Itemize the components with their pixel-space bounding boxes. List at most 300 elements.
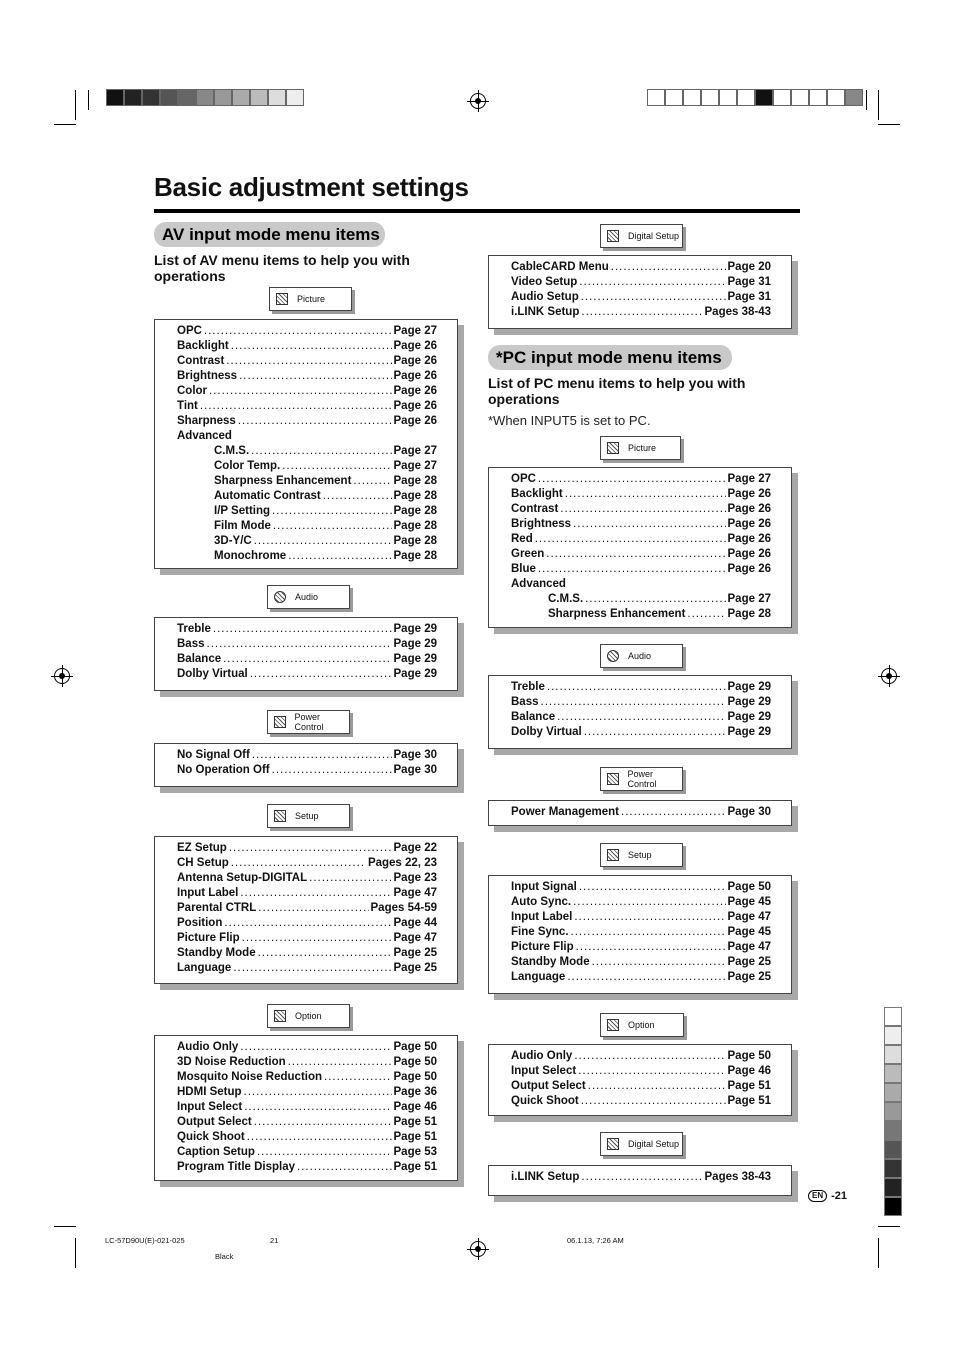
menu-item-label: Fine Sync. (511, 926, 569, 938)
leader-dots (231, 856, 366, 871)
leader-dots (297, 1160, 391, 1175)
menu-item-row (177, 414, 437, 429)
menu-item-label: Bass (177, 638, 205, 650)
menu-item-row (177, 916, 437, 931)
menu-item-page: Page 26 (727, 518, 771, 530)
menu-item-page: Page 29 (727, 726, 771, 738)
registration-mark-icon (54, 668, 70, 684)
menu-item-row (511, 710, 771, 725)
menu-item-page: Page 47 (393, 932, 437, 944)
menu-item-page: Pages 22, 23 (367, 857, 437, 869)
menu-item-label: Bass (511, 696, 539, 708)
menu-item-row (511, 880, 771, 895)
menu-item-row (177, 748, 437, 763)
menu-item-label: Language (177, 962, 232, 974)
menu-item-label: Backlight (177, 340, 229, 352)
menu-item-label: No Operation Off (177, 764, 270, 776)
color-bar-strip (647, 89, 863, 106)
leader-dots (238, 414, 392, 429)
menu-item-row (511, 1064, 771, 1079)
menu-item-page: Page 47 (393, 887, 437, 899)
menu-item-row (511, 517, 771, 532)
menu-item-label: Brightness (177, 370, 238, 382)
menu-items-box (154, 1035, 458, 1181)
menu-item-row (511, 487, 771, 502)
menu-item-page: Page 47 (727, 911, 771, 923)
menu-item-label: Sharpness (177, 415, 236, 427)
menu-item-page: Page 26 (393, 355, 437, 367)
menu-item-page: Page 23 (393, 872, 437, 884)
menu-tab-setup (600, 843, 683, 867)
menu-item-page: Page 44 (393, 917, 437, 929)
menu-item-page: Page 45 (727, 896, 771, 908)
menu-item-row (511, 925, 771, 940)
menu-item-page: Page 28 (393, 505, 437, 517)
menu-item-page: Page 25 (727, 971, 771, 983)
color-bar-strip (106, 89, 304, 106)
registration-mark-icon (881, 668, 897, 684)
title-rule (154, 209, 800, 213)
menu-tab-setup (267, 804, 350, 828)
menu-item-row (177, 444, 437, 459)
leader-dots (240, 886, 391, 901)
menu-item-page: Page 28 (393, 520, 437, 532)
leader-dots (538, 472, 726, 487)
menu-item-row (511, 290, 771, 305)
leader-dots (584, 725, 726, 740)
picture-icon (607, 442, 619, 454)
leader-dots (200, 399, 392, 414)
registration-mark-icon (470, 93, 486, 109)
menu-item-row (177, 324, 437, 339)
menu-item-label: Blue (511, 563, 536, 575)
menu-tab-digital-setup (600, 1132, 683, 1156)
leader-dots (565, 487, 726, 502)
pc-subheading: List of PC menu items to help you with operations (488, 375, 746, 407)
leader-dots (535, 532, 726, 547)
menu-item-label: I/P Setting (214, 505, 271, 517)
menu-item-label: Treble (177, 623, 211, 635)
menu-item-row (511, 910, 771, 925)
menu-item-label: Picture Flip (177, 932, 240, 944)
menu-items-box (154, 743, 458, 787)
menu-item-label: Advanced (177, 430, 232, 442)
menu-item-label: Red (511, 533, 533, 545)
menu-item-row (511, 532, 771, 547)
menu-item-page: Page 26 (393, 415, 437, 427)
menu-item-page: Page 26 (727, 548, 771, 560)
menu-items-box (488, 875, 792, 994)
menu-item-label: Backlight (511, 488, 563, 500)
menu-item-row (177, 961, 437, 976)
leader-dots (585, 592, 725, 607)
menu-item-label: Advanced (511, 578, 566, 590)
menu-item-row (177, 519, 437, 534)
menu-item-label: Output Select (511, 1080, 586, 1092)
menu-item-row (177, 489, 437, 504)
menu-item-label: Film Mode (214, 520, 271, 532)
menu-item-row (511, 275, 771, 290)
footer-datetime: 06.1.13, 7:26 AM (567, 1236, 624, 1245)
leader-dots (573, 895, 725, 910)
menu-item-label: Video Setup (511, 276, 578, 288)
menu-item-label: Standby Mode (177, 947, 256, 959)
leader-dots (224, 916, 391, 931)
menu-item-row (177, 1115, 437, 1130)
menu-item-row (511, 1049, 771, 1064)
menu-item-label: Antenna Setup-DIGITAL (177, 872, 308, 884)
menu-item-label: EZ Setup (177, 842, 227, 854)
menu-items-box (488, 467, 792, 628)
menu-item-page: Page 29 (393, 638, 437, 650)
menu-item-page: Page 27 (727, 593, 771, 605)
crop-mark (54, 124, 76, 125)
menu-item-page: Page 50 (393, 1041, 437, 1053)
menu-item-page: Pages 54-59 (370, 902, 437, 914)
menu-item-label: Color (177, 385, 208, 397)
menu-item-page: Page 31 (727, 291, 771, 303)
menu-item-page: Page 25 (393, 962, 437, 974)
menu-item-label: Automatic Contrast (214, 490, 321, 502)
menu-item-label: Monochrome (214, 550, 287, 562)
menu-item-label: 3D-Y/C (214, 535, 252, 547)
digital-setup-icon (607, 1138, 619, 1150)
leader-dots (611, 260, 726, 275)
menu-item-row (177, 384, 437, 399)
menu-item-row (511, 547, 771, 562)
menu-item-label: Brightness (511, 518, 572, 530)
leader-dots (353, 474, 391, 489)
leader-dots (579, 880, 726, 895)
menu-item-row (511, 1079, 771, 1094)
menu-tab-label: Audio (295, 592, 319, 602)
menu-item-label: Sharpness Enhancement (548, 608, 686, 620)
menu-item-row (177, 931, 437, 946)
menu-item-page: Page 50 (727, 1050, 771, 1062)
menu-item-label: Input Select (177, 1101, 243, 1113)
footer-model: LC-57D90U(E)-021-025 (105, 1236, 185, 1245)
menu-item-page: Page 51 (727, 1080, 771, 1092)
menu-item-label: OPC (511, 473, 536, 485)
leader-dots (229, 841, 392, 856)
menu-tab-audio (600, 644, 683, 668)
menu-item-label: Input Label (177, 887, 239, 899)
menu-item-page: Page 30 (393, 749, 437, 761)
menu-item-page: Page 26 (393, 370, 437, 382)
menu-item-page: Page 46 (393, 1101, 437, 1113)
menu-item-label: Caption Setup (177, 1146, 255, 1158)
leader-dots (272, 504, 391, 519)
menu-item-row (177, 399, 437, 414)
menu-item-label: Dolby Virtual (511, 726, 582, 738)
crop-mark (878, 90, 879, 120)
power-control-icon (274, 716, 286, 728)
menu-item-label: CH Setup (177, 857, 229, 869)
menu-item-page: Page 29 (393, 623, 437, 635)
menu-item-row (177, 1085, 437, 1100)
menu-item-row (511, 680, 771, 695)
leader-dots (567, 970, 725, 985)
leader-dots (226, 354, 391, 369)
menu-tab-label: Picture (297, 294, 326, 304)
leader-dots (324, 1070, 391, 1085)
menu-item-page: Page 31 (727, 276, 771, 288)
menu-item-row (177, 622, 437, 637)
leader-dots (560, 502, 725, 517)
menu-item-page: Pages 38-43 (704, 1171, 771, 1183)
menu-item-row (511, 895, 771, 910)
menu-item-row (177, 1055, 437, 1070)
menu-tab-label: Setup (628, 850, 652, 860)
menu-tab-label: Digital Setup (628, 231, 680, 241)
leader-dots (244, 1085, 392, 1100)
pc-note: *When INPUT5 is set to PC. (488, 413, 651, 428)
menu-item-row (511, 725, 771, 740)
menu-item-page: Page 51 (393, 1131, 437, 1143)
menu-item-label: Auto Sync. (511, 896, 572, 908)
menu-item-page: Page 27 (727, 473, 771, 485)
menu-item-row (511, 695, 771, 710)
menu-item-row (177, 1040, 437, 1055)
leader-dots (546, 547, 725, 562)
menu-tab-audio (267, 585, 350, 609)
menu-item-row (177, 667, 437, 682)
menu-tab-label: Audio (628, 651, 652, 661)
menu-item-page: Page 29 (393, 668, 437, 680)
menu-item-row (511, 955, 771, 970)
leader-dots (576, 940, 726, 955)
menu-tab-picture (269, 287, 352, 311)
menu-item-label: Mosquito Noise Reduction (177, 1071, 323, 1083)
menu-item-label: Output Select (177, 1116, 252, 1128)
menu-item-label: Input Select (511, 1065, 577, 1077)
menu-item-page: Page 28 (393, 490, 437, 502)
menu-item-label: Audio Setup (511, 291, 579, 303)
menu-item-row (177, 1130, 437, 1145)
menu-item-label: Picture Flip (511, 941, 574, 953)
menu-item-label: OPC (177, 325, 202, 337)
menu-tab-power-control (267, 710, 350, 734)
menu-item-row (177, 886, 437, 901)
menu-item-page: Page 28 (393, 550, 437, 562)
leader-dots (239, 369, 391, 384)
menu-item-page: Page 50 (727, 881, 771, 893)
menu-item-row (177, 474, 437, 489)
menu-item-label: Parental CTRL (177, 902, 257, 914)
menu-item-row (177, 354, 437, 369)
leader-dots (288, 549, 391, 564)
menu-item-page: Pages 38-43 (704, 306, 771, 318)
menu-item-label: Program Title Display (177, 1161, 296, 1173)
menu-item-page: Page 26 (393, 340, 437, 352)
menu-item-row (177, 901, 437, 916)
menu-item-label: Balance (177, 653, 222, 665)
crop-mark (878, 1238, 879, 1268)
menu-item-row (511, 970, 771, 985)
menu-item-label: Treble (511, 681, 545, 693)
menu-tab-picture (600, 436, 681, 460)
menu-item-row (511, 607, 771, 622)
menu-item-page: Page 46 (727, 1065, 771, 1077)
menu-item-label: Power Management (511, 806, 619, 818)
leader-dots (231, 339, 392, 354)
menu-item-row (177, 652, 437, 667)
leader-dots (242, 931, 392, 946)
leader-dots (581, 290, 726, 305)
menu-items-box (154, 319, 458, 569)
menu-item-label: Quick Shoot (177, 1131, 245, 1143)
menu-tab-label: Option (628, 1020, 655, 1030)
option-icon (607, 1019, 619, 1031)
menu-item-label: Sharpness Enhancement (214, 475, 352, 487)
leader-dots (323, 489, 392, 504)
menu-item-label: Tint (177, 400, 198, 412)
menu-item-row (511, 940, 771, 955)
menu-item-label: Color Temp. (214, 460, 281, 472)
language-badge: EN (808, 1190, 827, 1202)
menu-item-label: C.M.S. (548, 593, 584, 605)
menu-item-row (511, 805, 771, 820)
leader-dots (233, 961, 391, 976)
menu-item-row (177, 1100, 437, 1115)
leader-dots (247, 1130, 392, 1145)
menu-tab-label: Picture (628, 443, 657, 453)
leader-dots (257, 1145, 392, 1160)
menu-item-page: Page 51 (393, 1161, 437, 1173)
menu-item-row (177, 534, 437, 549)
pc-section-heading: *PC input mode menu items (488, 345, 732, 370)
leader-dots (309, 871, 391, 886)
leader-dots (579, 275, 725, 290)
leader-dots (273, 519, 392, 534)
menu-items-box (154, 836, 458, 984)
menu-item-page: Page 45 (727, 926, 771, 938)
leader-dots (574, 910, 725, 925)
menu-item-label: Dolby Virtual (177, 668, 248, 680)
leader-dots (254, 1115, 392, 1130)
digital-setup-icon (607, 230, 619, 242)
menu-item-page: Page 51 (727, 1095, 771, 1107)
menu-items-box (488, 255, 792, 329)
menu-item-label: Contrast (177, 355, 225, 367)
menu-item-row (177, 429, 457, 444)
leader-dots (687, 607, 725, 622)
menu-item-page: Page 26 (727, 563, 771, 575)
menu-item-label: Standby Mode (511, 956, 590, 968)
crop-mark (75, 1238, 76, 1268)
menu-tab-option (600, 1013, 684, 1037)
leader-dots (574, 1049, 725, 1064)
audio-icon (607, 650, 619, 662)
menu-item-row (511, 502, 771, 517)
footer-page: 21 (270, 1236, 279, 1245)
leader-dots (254, 534, 392, 549)
page-number-value: -21 (831, 1190, 848, 1202)
menu-item-row (177, 549, 437, 564)
menu-item-row (177, 763, 437, 778)
menu-item-label: No Signal Off (177, 749, 250, 761)
menu-item-label: Green (511, 548, 545, 560)
leader-dots (250, 667, 392, 682)
setup-icon (607, 849, 619, 861)
page-number (808, 1190, 847, 1202)
menu-item-page: Page 26 (393, 400, 437, 412)
menu-items-box (488, 1165, 792, 1196)
menu-item-page: Page 26 (727, 533, 771, 545)
leader-dots (581, 1170, 702, 1185)
option-icon (274, 1010, 286, 1022)
menu-item-label: Contrast (511, 503, 559, 515)
menu-item-label: Language (511, 971, 566, 983)
av-section-heading: AV input mode menu items (154, 222, 385, 247)
menu-item-row (177, 1070, 437, 1085)
menu-item-label: Quick Shoot (511, 1095, 579, 1107)
menu-items-box (488, 675, 792, 749)
menu-tab-digital-setup (600, 224, 683, 248)
menu-item-page: Page 30 (727, 806, 771, 818)
menu-item-row (511, 305, 771, 320)
menu-item-row (511, 472, 771, 487)
menu-tab-option (267, 1004, 350, 1028)
crop-mark (75, 90, 76, 120)
menu-item-label: 3D Noise Reduction (177, 1056, 286, 1068)
footer-ink: Black (215, 1252, 234, 1261)
registration-mark-icon (470, 1241, 486, 1257)
menu-item-row (177, 871, 437, 886)
menu-item-page: Page 27 (393, 325, 437, 337)
menu-item-row (511, 1170, 771, 1185)
menu-item-page: Page 29 (727, 696, 771, 708)
menu-item-page: Page 26 (727, 488, 771, 500)
menu-item-page: Page 51 (393, 1116, 437, 1128)
menu-item-label: Audio Only (511, 1050, 573, 1062)
menu-item-page: Page 36 (393, 1086, 437, 1098)
audio-icon (274, 591, 286, 603)
menu-item-label: Audio Only (177, 1041, 239, 1053)
menu-item-page: Page 26 (727, 503, 771, 515)
leader-dots (258, 901, 368, 916)
leader-dots (621, 805, 726, 820)
menu-items-box (154, 617, 458, 691)
menu-item-page: Page 28 (727, 608, 771, 620)
menu-tab-label: Power Control (294, 712, 324, 732)
leader-dots (244, 1100, 391, 1115)
leader-dots (252, 748, 392, 763)
leader-dots (571, 925, 726, 940)
menu-item-row (177, 339, 437, 354)
menu-item-page: Page 25 (727, 956, 771, 968)
menu-item-row (511, 1094, 771, 1109)
menu-item-row (177, 459, 437, 474)
gray-scale-strip (884, 1007, 902, 1216)
menu-item-label: i.LINK Setup (511, 1171, 580, 1183)
menu-item-row (177, 841, 437, 856)
page-title: Basic adjustment settings (154, 172, 469, 202)
menu-item-label: Input Label (511, 911, 573, 923)
leader-dots (204, 324, 392, 339)
menu-item-page: Page 27 (393, 445, 437, 457)
menu-item-row (177, 504, 437, 519)
menu-item-label: Input Signal (511, 881, 577, 893)
menu-item-page: Page 50 (393, 1071, 437, 1083)
menu-tab-label: Setup (295, 811, 319, 821)
menu-item-page: Page 29 (727, 681, 771, 693)
menu-item-label: i.LINK Setup (511, 306, 580, 318)
menu-item-row (177, 1160, 437, 1175)
picture-icon (276, 293, 288, 305)
leader-dots (240, 1040, 391, 1055)
power-control-icon (607, 773, 619, 785)
